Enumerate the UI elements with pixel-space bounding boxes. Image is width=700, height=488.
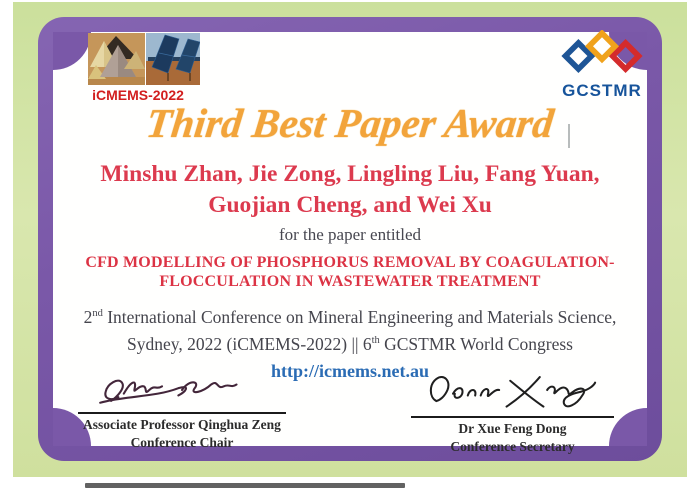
scan-artifact-strip (85, 483, 405, 488)
conference-details (0, 302, 700, 356)
conference-line1: 2nd International Conference on Mineral Engineering and Materials Science, (83, 306, 617, 327)
author-names (0, 159, 700, 221)
chair-signature (82, 370, 282, 410)
award-title: Third Best Paper Award (143, 100, 557, 146)
conference-line2: Sydney, 2022 (iCMEMS-2022) || 6th GCSTMR World Congress (127, 333, 573, 354)
minerals-photo (88, 33, 145, 85)
gcstmr-logo-icon (552, 30, 652, 82)
chair-name: Associate Professor Qinghua Zeng (83, 417, 281, 432)
secretary-name: Dr Xue Feng Dong (458, 421, 567, 436)
secretary-signature (418, 366, 608, 414)
chair-signature-block (72, 370, 292, 451)
conference-photo-strip (88, 33, 200, 85)
icmems-photo-caption: iCMEMS-2022 (92, 87, 184, 103)
paper-title (0, 253, 700, 291)
paper-title-line2: FLOCCULATION IN WASTEWATER TREATMENT (159, 273, 541, 290)
gcstmr-wordmark: GCSTMR (562, 81, 642, 100)
chair-signature-line (78, 412, 286, 414)
conference-website-link: http://icmems.net.au (271, 361, 429, 381)
paper-title-line1: CFD MODELLING OF PHOSPHORUS REMOVAL BY COAGULATION- (85, 254, 615, 271)
secretary-role: Conference Secretary (450, 439, 575, 454)
chair-role: Conference Chair (130, 435, 234, 450)
author-names-line2: Guojian Cheng, and Wei Xu (208, 192, 492, 218)
secretary-signature-block (405, 366, 620, 455)
author-names-line1: Minshu Zhan, Jie Zong, Lingling Liu, Fang Yuan, (100, 161, 600, 187)
for-paper-entitled-text: for the paper entitled (278, 225, 422, 244)
solar-panels-photo (146, 33, 200, 85)
secretary-signature-line (411, 416, 614, 418)
scan-artifact-line (568, 124, 570, 148)
